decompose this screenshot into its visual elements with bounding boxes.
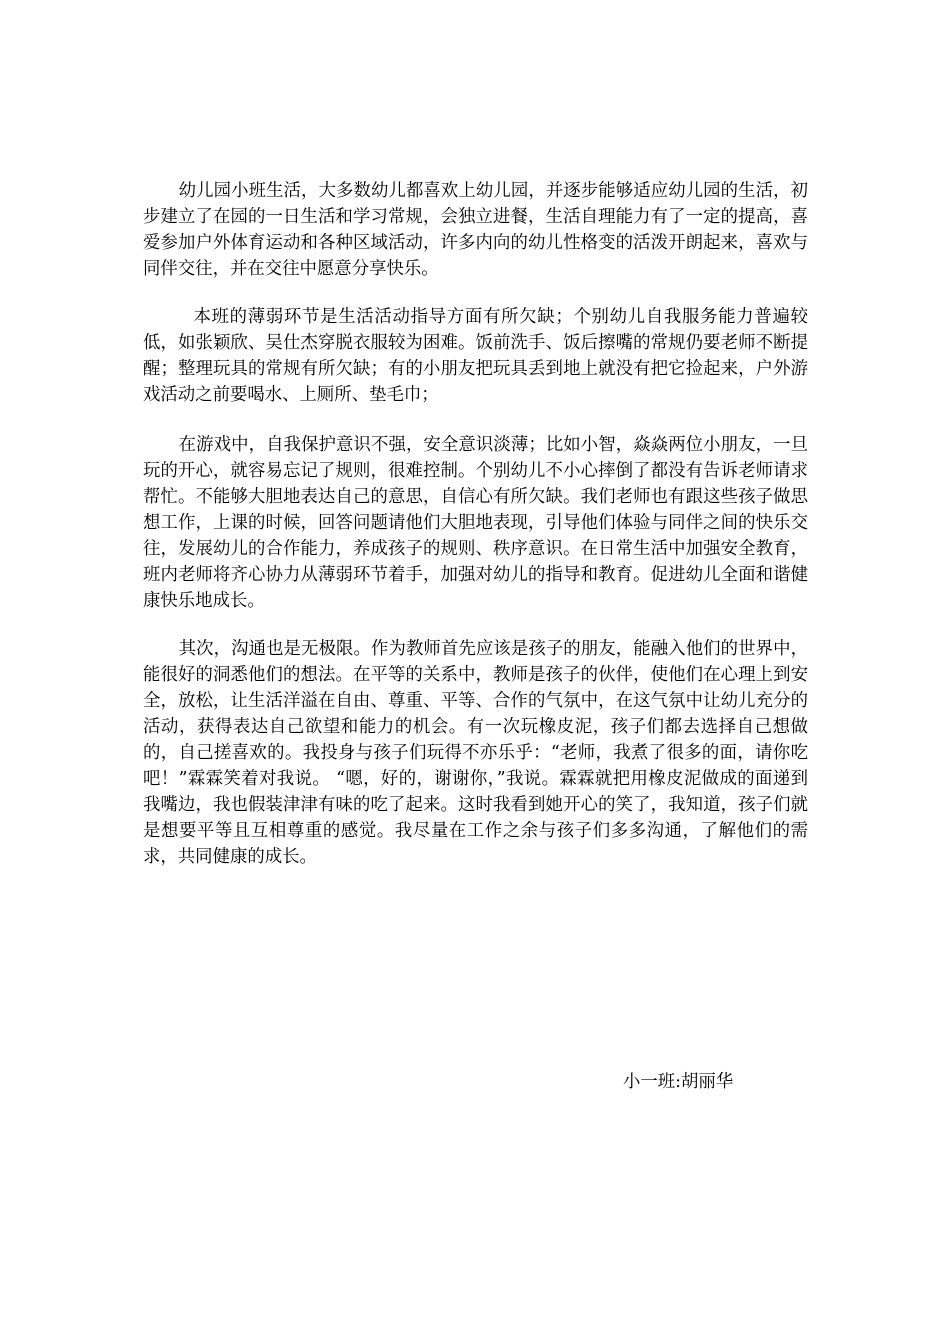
paragraph-1: 幼儿园小班生活，大多数幼儿都喜欢上幼儿园，并逐步能够适应幼儿园的生活，初步建立了在园的一日生活和学习常规，会独立进餐，生活自理能力有了一定的提高，喜爱参加户外体育运动和各种区域活动，许多内向的幼儿性格变的活泼开朗起来，喜欢与同伴交往，并在交往中愿意分享快乐。 (143, 181, 808, 279)
paragraph-4: 其次，沟通也是无极限。作为教师首先应该是孩子的朋友，能融入他们的世界中，能很好的洞悉他们的想法。在平等的关系中，教师是孩子的伙伴，使他们在心理上到安全，放松，让生活洋溢在自由、尊重、平等、合作的气氛中，在这气氛中让幼儿充分的活动，获得表达自己欲望和能力的机会。有一次玩橡皮泥，孩子们都去选择自己想做的，自己搓喜欢的。我投身与孩子们玩得不亦乐乎：“老师，我煮了很多的面，请你吃吧！”霖霖笑着对我说。 “嗯，好的，谢谢你，”我说。霖霖就把用橡皮泥做成的面递到我嘴边，我也假装津津有味的吃了起来。这时我看到她开心的笑了，我知道，孩子们就是想要平等且互相尊重的感觉。我尽量在工作之余与孩子们多多沟通，了解他们的需求，共同健康的成长。 (143, 639, 808, 867)
paragraph-3: 在游戏中，自我保护意识不强，安全意识淡薄；比如小智，焱焱两位小朋友，一旦玩的开心，就容易忘记了规则，很难控制。个别幼儿不小心摔倒了都没有告诉老师请求帮忙。不能够大胆地表达自己的意思，自信心有所欠缺。我们老师也有跟这些孩子做思想工作，上课的时候，回答问题请他们大胆地表现，引导他们体验与同伴之间的快乐交往，发展幼儿的合作能力，养成孩子的规则、秩序意识。在日常生活中加强安全教育，班内老师将齐心协力从薄弱环节着手，加强对幼儿的指导和教育。促进幼儿全面和谐健康快乐地成长。 (143, 435, 808, 611)
document-body (143, 178, 808, 870)
paragraph-2: 本班的薄弱环节是生活活动指导方面有所欠缺；个别幼儿自我服务能力普遍较低，如张颖欣、吴仕杰穿脱衣服较为困难。饭前洗手、饭后擦嘴的常规仍要老师不断提醒；整理玩具的常规有所欠缺；有的小朋友把玩具丢到地上就没有把它捡起来，户外游戏活动之前要喝水、上厕所、垫毛巾； (143, 307, 808, 405)
author-signature: 小一班:胡丽华 (623, 1072, 734, 1092)
